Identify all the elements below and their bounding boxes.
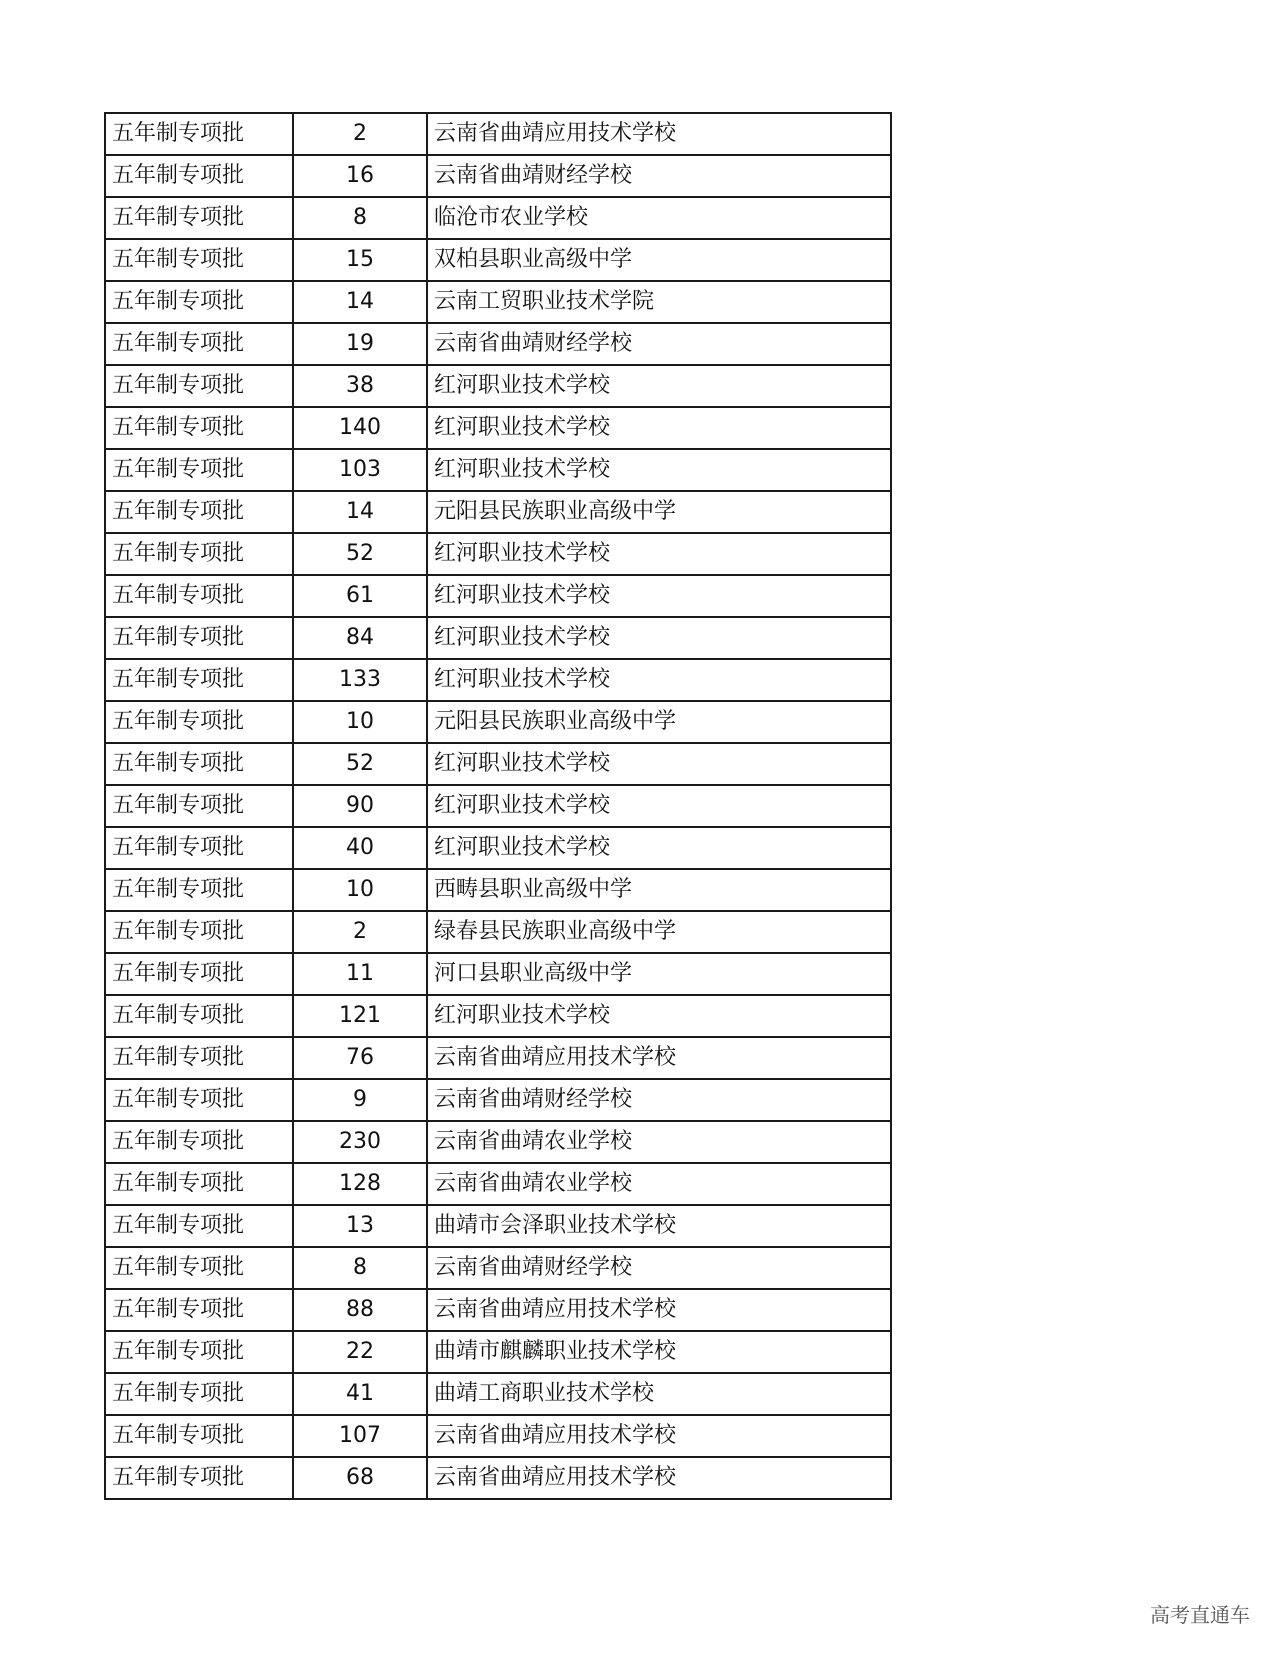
count-cell: 121 [293, 995, 427, 1037]
batch-cell: 五年制专项批 [105, 1331, 293, 1373]
count-cell: 84 [293, 617, 427, 659]
count-cell: 22 [293, 1331, 427, 1373]
school-cell: 云南省曲靖财经学校 [427, 1247, 891, 1289]
batch-cell: 五年制专项批 [105, 995, 293, 1037]
batch-cell: 五年制专项批 [105, 113, 293, 155]
batch-cell: 五年制专项批 [105, 1205, 293, 1247]
table-row [105, 1457, 891, 1499]
school-cell: 绿春县民族职业高级中学 [427, 911, 891, 953]
school-cell: 红河职业技术学校 [427, 743, 891, 785]
school-cell: 元阳县民族职业高级中学 [427, 491, 891, 533]
table-row [105, 155, 891, 197]
school-cell: 元阳县民族职业高级中学 [427, 701, 891, 743]
batch-cell: 五年制专项批 [105, 239, 293, 281]
batch-cell: 五年制专项批 [105, 197, 293, 239]
batch-cell: 五年制专项批 [105, 743, 293, 785]
batch-cell: 五年制专项批 [105, 491, 293, 533]
data-table [104, 112, 892, 1500]
school-cell: 云南省曲靖农业学校 [427, 1121, 891, 1163]
count-cell: 61 [293, 575, 427, 617]
table-row [105, 785, 891, 827]
table-row [105, 113, 891, 155]
batch-cell: 五年制专项批 [105, 1415, 293, 1457]
batch-cell: 五年制专项批 [105, 575, 293, 617]
table-row [105, 449, 891, 491]
school-cell: 曲靖工商职业技术学校 [427, 1373, 891, 1415]
school-cell: 云南省曲靖财经学校 [427, 323, 891, 365]
school-cell: 云南省曲靖农业学校 [427, 1163, 891, 1205]
table-row [105, 1037, 891, 1079]
batch-cell: 五年制专项批 [105, 155, 293, 197]
table-row [105, 743, 891, 785]
table-row [105, 911, 891, 953]
batch-cell: 五年制专项批 [105, 449, 293, 491]
table-row [105, 701, 891, 743]
batch-cell: 五年制专项批 [105, 533, 293, 575]
batch-cell: 五年制专项批 [105, 911, 293, 953]
batch-cell: 五年制专项批 [105, 323, 293, 365]
count-cell: 38 [293, 365, 427, 407]
batch-cell: 五年制专项批 [105, 701, 293, 743]
school-cell: 红河职业技术学校 [427, 785, 891, 827]
count-cell: 13 [293, 1205, 427, 1247]
batch-cell: 五年制专项批 [105, 953, 293, 995]
school-cell: 曲靖市麒麟职业技术学校 [427, 1331, 891, 1373]
count-cell: 90 [293, 785, 427, 827]
batch-cell: 五年制专项批 [105, 1247, 293, 1289]
count-cell: 2 [293, 113, 427, 155]
count-cell: 10 [293, 701, 427, 743]
school-cell: 红河职业技术学校 [427, 449, 891, 491]
school-cell: 西畴县职业高级中学 [427, 869, 891, 911]
batch-cell: 五年制专项批 [105, 1457, 293, 1499]
count-cell: 140 [293, 407, 427, 449]
count-cell: 2 [293, 911, 427, 953]
count-cell: 76 [293, 1037, 427, 1079]
count-cell: 230 [293, 1121, 427, 1163]
batch-cell: 五年制专项批 [105, 1373, 293, 1415]
batch-cell: 五年制专项批 [105, 1289, 293, 1331]
table-row [105, 1373, 891, 1415]
count-cell: 14 [293, 281, 427, 323]
batch-cell: 五年制专项批 [105, 1163, 293, 1205]
batch-cell: 五年制专项批 [105, 617, 293, 659]
count-cell: 133 [293, 659, 427, 701]
school-cell: 云南省曲靖应用技术学校 [427, 113, 891, 155]
table-row [105, 239, 891, 281]
table-row [105, 1121, 891, 1163]
count-cell: 41 [293, 1373, 427, 1415]
school-cell: 云南省曲靖财经学校 [427, 155, 891, 197]
count-cell: 52 [293, 533, 427, 575]
school-cell: 红河职业技术学校 [427, 827, 891, 869]
school-cell: 红河职业技术学校 [427, 533, 891, 575]
school-cell: 红河职业技术学校 [427, 659, 891, 701]
count-cell: 103 [293, 449, 427, 491]
table-row [105, 1163, 891, 1205]
table-row [105, 365, 891, 407]
table-row [105, 1079, 891, 1121]
table-row [105, 407, 891, 449]
watermark-text: 高考直通车 [1150, 1603, 1250, 1627]
school-cell: 双柏县职业高级中学 [427, 239, 891, 281]
table-row [105, 869, 891, 911]
count-cell: 14 [293, 491, 427, 533]
batch-cell: 五年制专项批 [105, 827, 293, 869]
table-row [105, 575, 891, 617]
school-cell: 红河职业技术学校 [427, 995, 891, 1037]
table-row [105, 1205, 891, 1247]
count-cell: 88 [293, 1289, 427, 1331]
batch-cell: 五年制专项批 [105, 1079, 293, 1121]
school-cell: 云南省曲靖应用技术学校 [427, 1457, 891, 1499]
count-cell: 16 [293, 155, 427, 197]
school-cell: 红河职业技术学校 [427, 575, 891, 617]
table-row [105, 659, 891, 701]
school-cell: 云南工贸职业技术学院 [427, 281, 891, 323]
table-row [105, 617, 891, 659]
table-row [105, 1289, 891, 1331]
table-row [105, 953, 891, 995]
batch-cell: 五年制专项批 [105, 281, 293, 323]
batch-cell: 五年制专项批 [105, 785, 293, 827]
school-cell: 曲靖市会泽职业技术学校 [427, 1205, 891, 1247]
school-cell: 河口县职业高级中学 [427, 953, 891, 995]
batch-cell: 五年制专项批 [105, 407, 293, 449]
table-row [105, 197, 891, 239]
school-cell: 云南省曲靖应用技术学校 [427, 1037, 891, 1079]
school-cell: 云南省曲靖应用技术学校 [427, 1415, 891, 1457]
school-cell: 云南省曲靖应用技术学校 [427, 1289, 891, 1331]
table-row [105, 281, 891, 323]
count-cell: 68 [293, 1457, 427, 1499]
count-cell: 15 [293, 239, 427, 281]
count-cell: 19 [293, 323, 427, 365]
table-row [105, 533, 891, 575]
table-row [105, 1331, 891, 1373]
batch-cell: 五年制专项批 [105, 1037, 293, 1079]
batch-cell: 五年制专项批 [105, 1121, 293, 1163]
school-cell: 云南省曲靖财经学校 [427, 1079, 891, 1121]
count-cell: 9 [293, 1079, 427, 1121]
count-cell: 11 [293, 953, 427, 995]
table-body [105, 113, 891, 1499]
batch-cell: 五年制专项批 [105, 869, 293, 911]
table-row [105, 827, 891, 869]
count-cell: 52 [293, 743, 427, 785]
school-cell: 红河职业技术学校 [427, 365, 891, 407]
count-cell: 8 [293, 1247, 427, 1289]
count-cell: 40 [293, 827, 427, 869]
school-cell: 红河职业技术学校 [427, 407, 891, 449]
batch-cell: 五年制专项批 [105, 659, 293, 701]
count-cell: 10 [293, 869, 427, 911]
count-cell: 128 [293, 1163, 427, 1205]
school-cell: 红河职业技术学校 [427, 617, 891, 659]
batch-cell: 五年制专项批 [105, 365, 293, 407]
table-row [105, 995, 891, 1037]
table-row [105, 323, 891, 365]
count-cell: 8 [293, 197, 427, 239]
table-row [105, 1247, 891, 1289]
table-row [105, 491, 891, 533]
table-row [105, 1415, 891, 1457]
count-cell: 107 [293, 1415, 427, 1457]
school-cell: 临沧市农业学校 [427, 197, 891, 239]
